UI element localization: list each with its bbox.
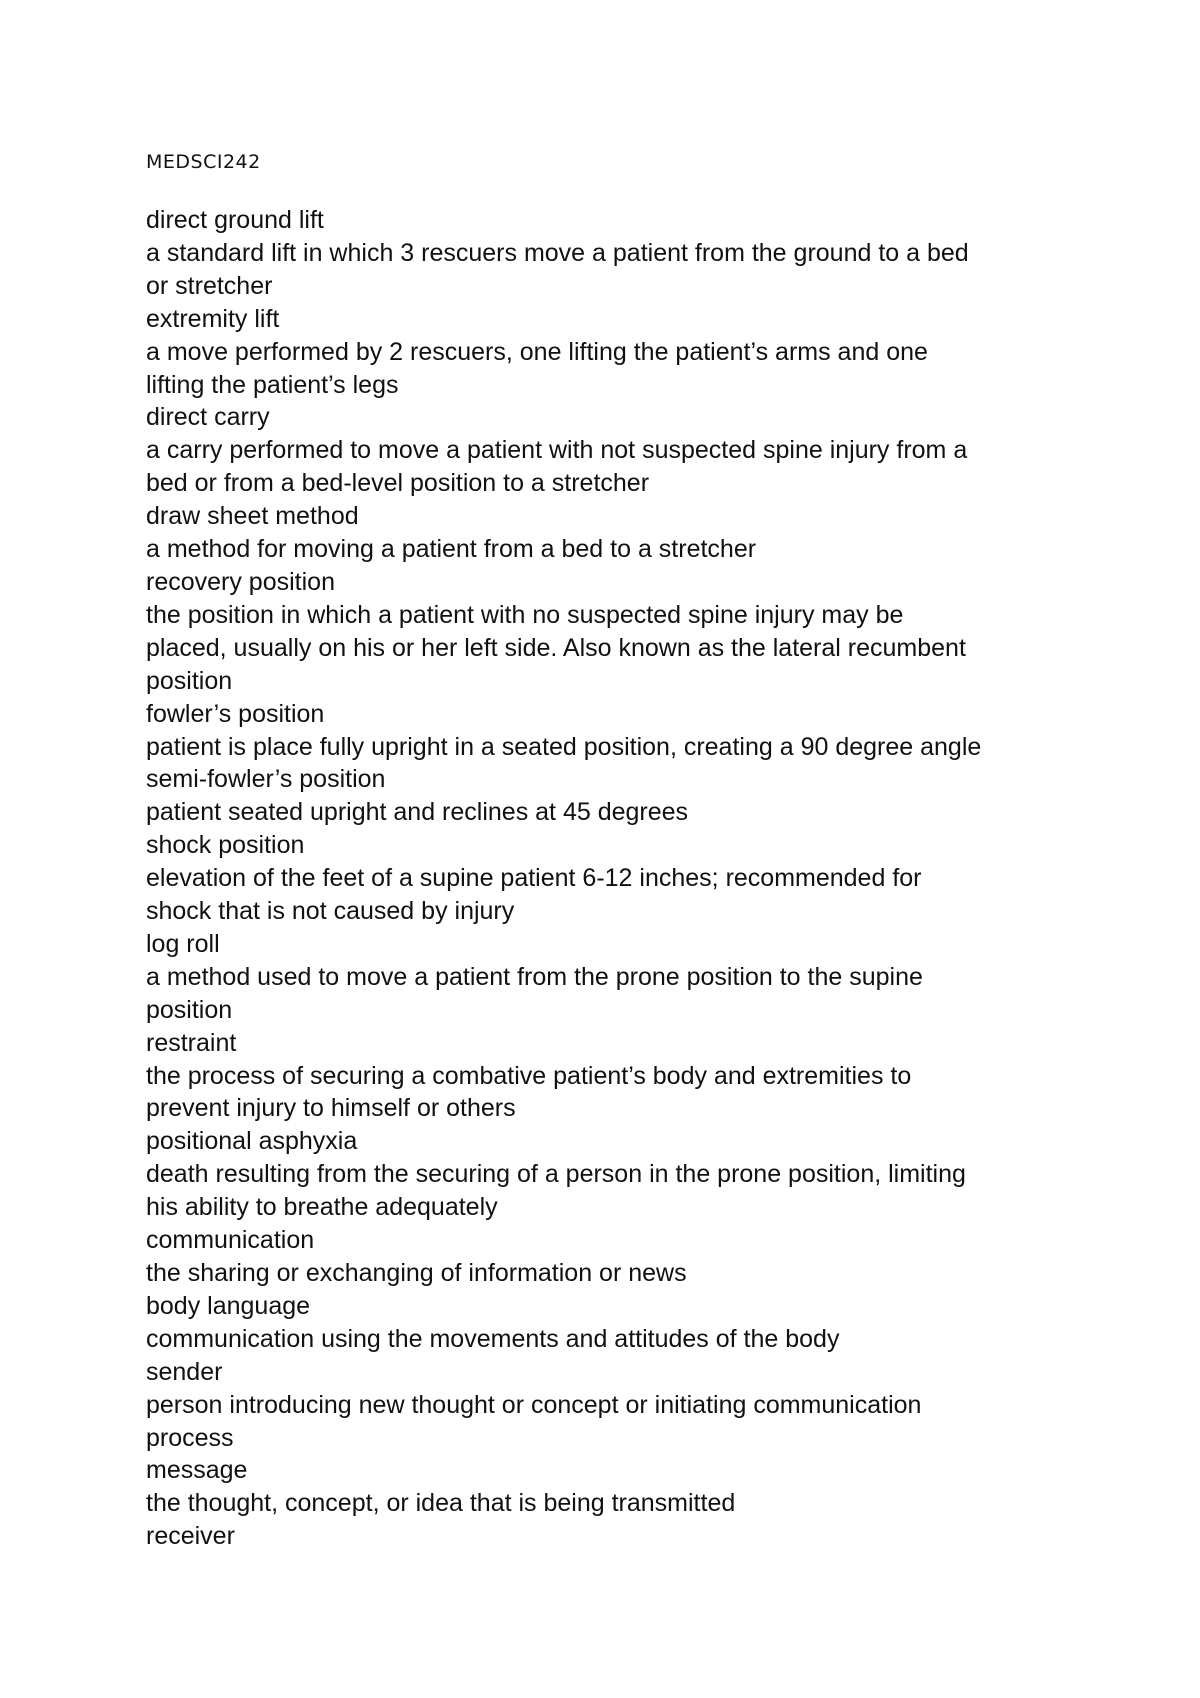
text-line: patient is place fully upright in a seated position, creating a 90 degree angle [146, 732, 982, 761]
text-line: sender [146, 1357, 223, 1386]
text-line: shock that is not caused by injury [146, 897, 515, 926]
text-line: or stretcher [146, 271, 273, 300]
flashcard-text-body [146, 204, 1076, 1553]
text-line: elevation of the feet of a supine patient 6-12 inches; recommended for [146, 864, 922, 893]
text-line: body language [146, 1291, 311, 1320]
course-code-header: MEDSCI242 [146, 151, 261, 173]
text-line: bed or from a bed-level position to a stretcher [146, 469, 650, 498]
text-line: semi-fowler’s position [146, 765, 386, 794]
text-line: the thought, concept, or idea that is being transmitted [146, 1489, 736, 1518]
text-line: recovery position [146, 567, 335, 596]
text-line: a method used to move a patient from the prone position to the supine [146, 962, 923, 991]
text-line: process [146, 1423, 234, 1452]
text-line: extremity lift [146, 304, 280, 333]
text-line: the position in which a patient with no suspected spine injury may be [146, 600, 904, 629]
text-line: patient seated upright and reclines at 45 degrees [146, 798, 689, 827]
text-line: restraint [146, 1028, 237, 1057]
text-line: death resulting from the securing of a person in the prone position, limiting [146, 1160, 966, 1189]
text-line: the process of securing a combative patient’s body and extremities to [146, 1061, 912, 1090]
text-line: direct ground lift [146, 206, 324, 234]
text-line: shock position [146, 831, 305, 860]
text-line: message [146, 1456, 248, 1485]
text-line: a standard lift in which 3 rescuers move a patient from the ground to a bed [146, 238, 969, 267]
text-line: log roll [146, 929, 220, 958]
text-line: prevent injury to himself or others [146, 1094, 516, 1123]
text-line: communication using the movements and attitudes of the body [146, 1324, 840, 1353]
text-line: a move performed by 2 rescuers, one lifting the patient’s arms and one [146, 337, 928, 366]
text-line: draw sheet method [146, 502, 359, 531]
text-line: his ability to breathe adequately [146, 1193, 498, 1222]
text-line: placed, usually on his or her left side. Also known as the lateral recumbent [146, 633, 966, 662]
text-line: lifting the patient’s legs [146, 370, 399, 399]
text-line: the sharing or exchanging of information or news [146, 1259, 687, 1287]
text-line: communication [146, 1226, 315, 1255]
text-line: receiver [146, 1522, 235, 1551]
text-line: a carry performed to move a patient with not suspected spine injury from a [146, 436, 968, 465]
text-line: direct carry [146, 403, 270, 432]
text-line: position [146, 666, 233, 695]
text-line: positional asphyxia [146, 1127, 358, 1156]
text-line: a method for moving a patient from a bed to a stretcher [146, 535, 757, 564]
text-line: person introducing new thought or concept or initiating communication [146, 1390, 922, 1419]
text-line: fowler’s position [146, 699, 325, 728]
text-line: position [146, 995, 233, 1024]
